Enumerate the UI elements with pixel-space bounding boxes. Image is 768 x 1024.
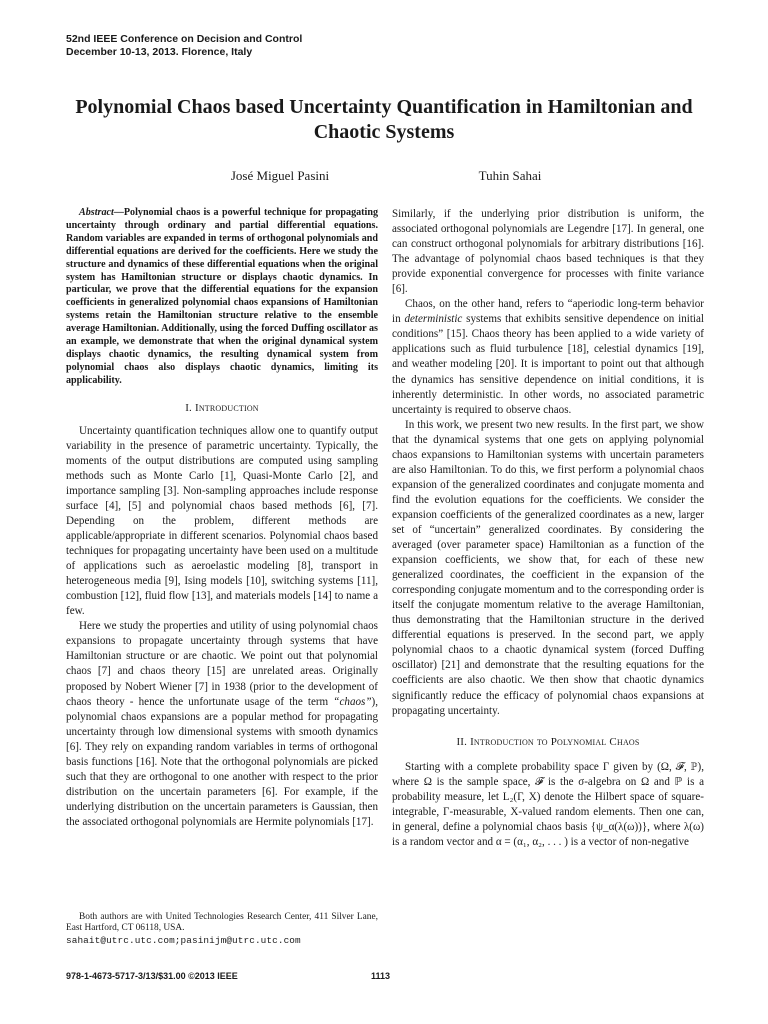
author-emails: sahait@utrc.utc.com;pasinijm@utrc.utc.com — [66, 934, 301, 946]
paper-title: Polynomial Chaos based Uncertainty Quantification in Hamiltonian and Chaotic Systems — [75, 96, 693, 143]
paragraph: Uncertainty quantification techniques allow one to quantify output variability in the presence of parametric uncertainty. Typically, the moments of the output distributions are computed using sampling methods such as Monte Carlo [1], Quasi-Monte Carlo [2], and importance sampling [3]. Non-sampling approaches include response surface [4], [5] and polynomial chaos based methods [6], [7]. Depending on the problem, different methods are applicable/appropriate in different scenarios. Polynomial chaos based techniques for propagating uncertainty have been used on a multitude of applications such as aeroelastic modeling [8], transport in heterogeneous media [9], Ising models [10], switching systems [11], combustion [12], fluid flow [13], and materials models [14] to name a few. — [66, 424, 378, 618]
paragraph-text: ), polynomial chaos expansions are a popular method for propagating uncertainty through low dimensional systems with smooth dynamics [6]. They rely on expanding random variables in terms of orthogonal basis functions [16]. Note that the orthogonal polynomials are picked such that they are orthogonal to one another with respect to the prior distribution on the uncertain parameters [6]. For example, if the underlying distribution on the uncertain parameters is Gaussian, then the associated orthogonal polynomials are Hermite polynomials [17]. — [66, 695, 378, 828]
abstract — [66, 207, 378, 388]
footnote-text: Both authors are with United Technologies Research Center, 411 Silver Lane, East Hartford, CT 06118, USA. — [66, 912, 378, 934]
paragraph: Starting with a complete probability space Γ given by (Ω, 𝓕, ℙ), where Ω is the sample space, 𝓕 is the σ-algebra on Ω and ℙ is a probability measure, let L₂(Γ, X) denote the Hilbert space of square-integrable, Γ-measurable, X-valued random elements. Then one can, in general, define a polynomial chaos basis {ψ_α(λ(ω))}, where λ(ω) is a random vector and α = (α₁, α₂, . . . ) is a vector of non-negative — [392, 760, 704, 848]
paragraph — [392, 297, 704, 417]
emphasized-term: “chaos” — [333, 695, 372, 708]
emphasized-term: deterministic — [404, 313, 463, 326]
section-heading-polynomial-chaos: II. Introduction to Polynomial Chaos — [456, 735, 640, 748]
paragraph: In this work, we present two new results. In the first part, we show that the dynamical systems that one gets on applying polynomial chaos expansions to Hamiltonian systems with uncertain parameters are also Hamiltonian. To do this, we first perform a polynomial chaos expansion of the generalized coordinates and conjugate momenta and find the evolution equations for the coefficients. We consider the expansion coefficients of the generalized coordinates as a new, larger set of “uncertain” generalized coordinates. By considering the averaged (over parameter space) Hamiltonian as a function of the expansion coefficients, we show that, for each of these new generalized coordinates, the coefficient in the expansion of the corresponding conjugate momentum and to the corresponding order is itself the conjugate momentum relative to the average Hamiltonian, thus demonstrating that the Hamiltonian structure in the derived differential equations is preserved. In the second part, we apply polynomial chaos to a chaotic dynamical system (forced Duffing oscillator) [21] and demonstrate that the resulting equations for the coefficients are also chaotic. We then show that chaotic dynamics significantly reduce the efficacy of polynomial chaos expansions at propagating uncertainty. — [392, 418, 704, 717]
conference-header — [66, 33, 302, 59]
paragraph: Similarly, if the underlying prior distribution is uniform, the associated orthogonal polynomials are Legendre [17]. In general, one can construct orthogonal polynomials for arbitrary distributions [16]. The advantage of polynomial chaos based techniques is that they provide exponential convergence for processes with finite variance [6]. — [392, 208, 704, 296]
affiliation-footnote — [66, 912, 378, 946]
isbn-copyright: 978-1-4673-5717-3/13/$31.00 ©2013 IEEE — [66, 971, 238, 981]
section-heading-introduction: I. Introduction — [185, 401, 259, 414]
author-name: Tuhin Sahai — [478, 168, 542, 183]
right-column — [392, 207, 704, 850]
paragraph-text: Chaos, on the other hand, refers to “aperiodic long-term behavior in — [392, 298, 704, 326]
paragraph-text: systems that exhibits sensitive dependence on initial conditions” [15]. Chaos theory has been applied to a wide variety of applications such as fluid turbulence [18], celestial dynamics [19], and weather modeling [20]. It is important to point out that although the dynamics has sensitive dependence on initial conditions, it is inherently deterministic. In other words, no associated parametric uncertainty is required to observe chaos. — [392, 313, 705, 416]
abstract-label: Abstract — [79, 207, 114, 218]
conference-name: 52nd IEEE Conference on Decision and Control — [66, 33, 303, 45]
paragraph-text: Here we study the properties and utility of using polynomial chaos expansions to propagate uncertainty through systems that have Hamiltonian structure or are chaotic. We point out that polynomial chaos [7] and chaos theory [15] are unrelated areas. Originally proposed by Nobert Wiener [7] in 1938 (prior to the development of chaos theory - hence the unfortunate usage of the term — [66, 620, 378, 708]
abstract-dash: — — [113, 207, 124, 218]
page-number: 1113 — [371, 971, 391, 981]
abstract-text: Polynomial chaos is a powerful technique for propagating uncertainty through ordinary and partial differential equations. Random variables are expanded in terms of orthogonal polynomials and differential equations are derived for the coefficients. Here we study the structure and dynamics of these differential equations when the original system has Hamiltonian structure or displays chaotic dynamics. In particular, we prove that the differential equations for the expansion coefficients in generalized polynomial chaos expansions of Hamiltonian systems retain the Hamiltonian structure relative to the ensemble average Hamiltonian. Additionally, using the forced Duffing oscillator as an example, we demonstrate that when the original dynamical system displays chaotic dynamics, the resulting dynamical system from polynomial chaos also displays chaotic dynamics, limiting its applicability. — [66, 207, 378, 386]
author-name: José Miguel Pasini — [230, 168, 330, 183]
paragraph — [66, 619, 378, 830]
conference-date-location: December 10-13, 2013. Florence, Italy — [66, 46, 253, 58]
left-column — [66, 207, 378, 830]
